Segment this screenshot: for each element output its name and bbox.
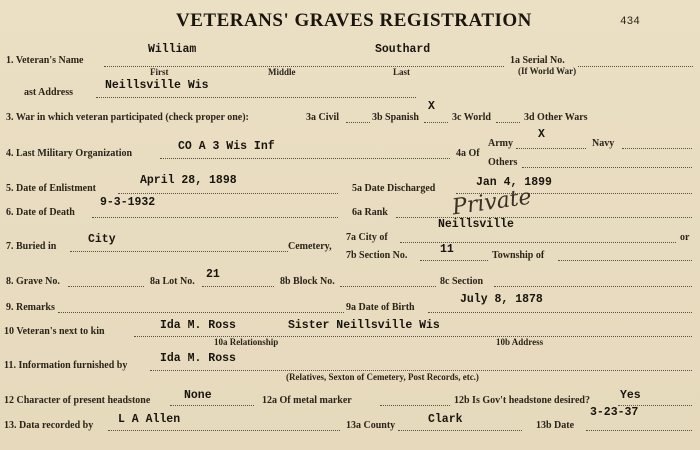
death-label: 6. Date of Death [6, 207, 75, 218]
first-name-value: William [148, 43, 197, 56]
organization-label: 4. Last Military Organization [6, 148, 133, 159]
army-mark: X [538, 128, 545, 141]
spanish-line [424, 122, 448, 123]
city-value: Neillsville [438, 218, 514, 231]
army-label: Army [488, 138, 513, 149]
address-label: ast Address [24, 87, 73, 98]
block-line [340, 286, 436, 287]
world-line [496, 122, 520, 123]
headstone-value: None [184, 389, 212, 402]
birth-line [428, 312, 692, 313]
buried-line [70, 251, 288, 252]
address-caption: 10b Address [496, 337, 544, 347]
date-label: 13b Date [536, 420, 575, 431]
rank-signature: Private [450, 184, 534, 221]
war-label: 3. War in which veteran participated (check proper one): [6, 112, 249, 123]
of-label: 4a Of [456, 148, 480, 159]
township-line [558, 260, 692, 261]
recorded-value: L A Allen [118, 413, 181, 426]
grave-line [68, 286, 144, 287]
lot-value: 21 [206, 268, 220, 281]
govt-value: Yes [620, 389, 641, 402]
war-spanish: 3b Spanish [372, 112, 419, 123]
birth-label: 9a Date of Birth [346, 302, 415, 313]
county-value: Clark [428, 413, 463, 426]
spanish-mark: X [428, 100, 435, 113]
civil-line [346, 122, 370, 123]
buried-label: 7. Buried in [6, 241, 57, 252]
recorded-label: 13. Data recorded by [4, 420, 94, 431]
army-line [516, 148, 586, 149]
section-line [420, 260, 488, 261]
war-world: 3c World [452, 112, 491, 123]
organization-line [160, 158, 450, 159]
organization-value: CO A 3 Wis Inf [178, 140, 275, 153]
enlistment-label: 5. Date of Enlistment [6, 183, 96, 194]
grave-label: 8. Grave No. [6, 276, 60, 287]
county-line [398, 430, 522, 431]
middle-caption: Middle [268, 67, 296, 77]
discharge-value: Jan 4, 1899 [476, 176, 552, 189]
address-value: Neillsville Wis [105, 79, 209, 92]
war-civil: 3a Civil [306, 112, 340, 123]
first-caption: First [150, 67, 169, 77]
headstone-label: 12 Character of present headstone [4, 395, 151, 406]
info-value: Ida M. Ross [160, 352, 236, 365]
card-number: 434 [620, 16, 640, 28]
others-line [522, 167, 692, 168]
remarks-label: 9. Remarks [6, 302, 55, 313]
info-caption: (Relatives, Sexton of Cemetery, Post Records, etc.) [286, 372, 479, 382]
buried-value: City [88, 233, 116, 246]
township-label: Township of [492, 250, 545, 261]
kin-label: 10 Veteran's next to kin [4, 326, 105, 337]
block-label: 8b Block No. [280, 276, 335, 287]
govt-label: 12b Is Gov't headstone desired? [454, 395, 590, 406]
cemetery-label: Cemetery, [288, 241, 332, 252]
birth-value: July 8, 1878 [460, 293, 543, 306]
death-line [92, 217, 338, 218]
serial-line [578, 66, 693, 67]
section8-line [494, 286, 692, 287]
lot-line [202, 286, 274, 287]
info-label: 11. Information furnished by [4, 360, 128, 371]
kin-address-value: Sister Neillsville Wis [288, 319, 440, 332]
death-value: 9-3-1932 [100, 196, 156, 209]
section8-label: 8c Section [440, 276, 484, 287]
navy-label: Navy [592, 138, 615, 149]
veteran-name-label: 1. Veteran's Name [6, 55, 84, 66]
city-label: 7a City of [346, 232, 388, 243]
serial-label: 1a Serial No. [510, 55, 565, 66]
remarks-line [58, 312, 344, 313]
war-other: 3d Other Wars [524, 112, 588, 123]
or-label: or [680, 232, 690, 243]
others-label: Others [488, 157, 518, 168]
lot-label: 8a Lot No. [150, 276, 195, 287]
kin-name-value: Ida M. Ross [160, 319, 236, 332]
enlistment-line [118, 193, 338, 194]
metal-line [380, 405, 450, 406]
relationship-caption: 10a Relationship [214, 337, 279, 347]
card-title: VETERANS' GRAVES REGISTRATION [176, 10, 532, 31]
discharge-label: 5a Date Discharged [352, 183, 436, 194]
info-line [150, 370, 692, 371]
section-value: 11 [440, 243, 454, 256]
metal-label: 12a Of metal marker [262, 395, 352, 406]
enlistment-value: April 28, 1898 [140, 174, 237, 187]
last-caption: Last [393, 67, 411, 77]
serial-caption: (If World War) [518, 66, 577, 76]
county-label: 13a County [346, 420, 396, 431]
date-value: 3-23-37 [590, 406, 639, 419]
rank-label-text: 6a Rank [352, 207, 388, 218]
recorded-line [108, 430, 340, 431]
section-label: 7b Section No. [346, 250, 408, 261]
headstone-line [170, 405, 254, 406]
date-line [586, 430, 692, 431]
navy-line [622, 148, 692, 149]
last-name-value: Southard [375, 43, 431, 56]
address-line [96, 97, 416, 98]
